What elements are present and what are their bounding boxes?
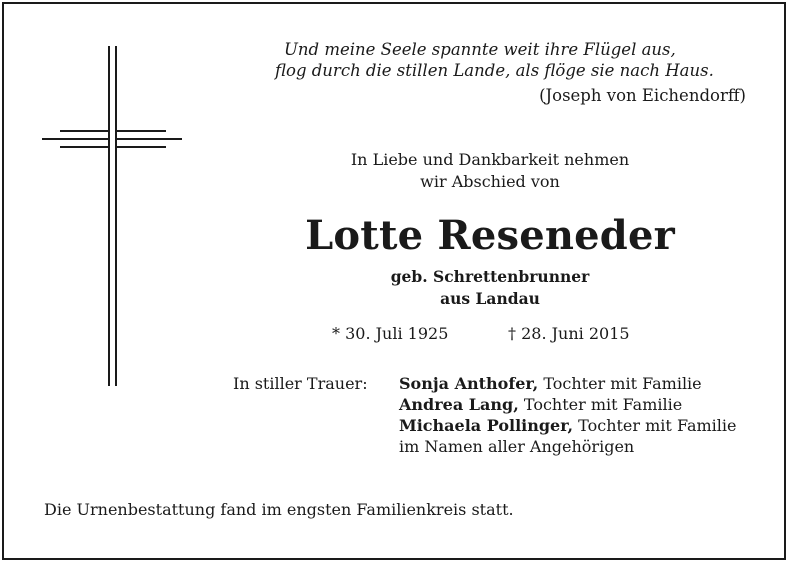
quote-author: (Joseph von Eichendorff) [539,86,746,105]
deceased-name: Lotte Reseneder [305,212,675,259]
cross-icon [0,0,200,400]
mourner-entry [399,437,634,456]
mourner-relation: im Namen aller Angehörigen [399,437,635,456]
mourners-label: In stiller Trauer: [233,374,368,393]
quote-line-1: Und meine Seele spannte weit ihre Flügel aus, [284,40,676,59]
death-date: † 28. Juni 2015 [508,324,630,343]
mourner-relation: Tochter mit Familie [543,374,702,393]
footer-note: Die Urnenbestattung fand im engsten Familienkreis statt. [44,500,514,519]
mourner-name: Michaela Pollinger, [399,416,574,435]
quote-line-2: flog durch die stillen Lande, als flöge sie nach Haus. [275,61,714,80]
mourner-name: Sonja Anthofer, [399,374,539,393]
mourner-entry [399,416,736,435]
mourner-entry [399,395,682,414]
mourner-name: Andrea Lang, [399,395,519,414]
intro-line-2: wir Abschied von [420,172,560,191]
intro-line-1: In Liebe und Dankbarkeit nehmen [350,150,630,169]
maiden-name: geb. Schrettenbrunner [390,267,590,286]
mourner-entry [399,374,702,393]
mourner-relation: Tochter mit Familie [578,416,737,435]
mourner-relation: Tochter mit Familie [523,395,683,414]
birth-date: * 30. Juli 1925 [332,324,449,343]
origin: aus Landau [440,289,540,308]
